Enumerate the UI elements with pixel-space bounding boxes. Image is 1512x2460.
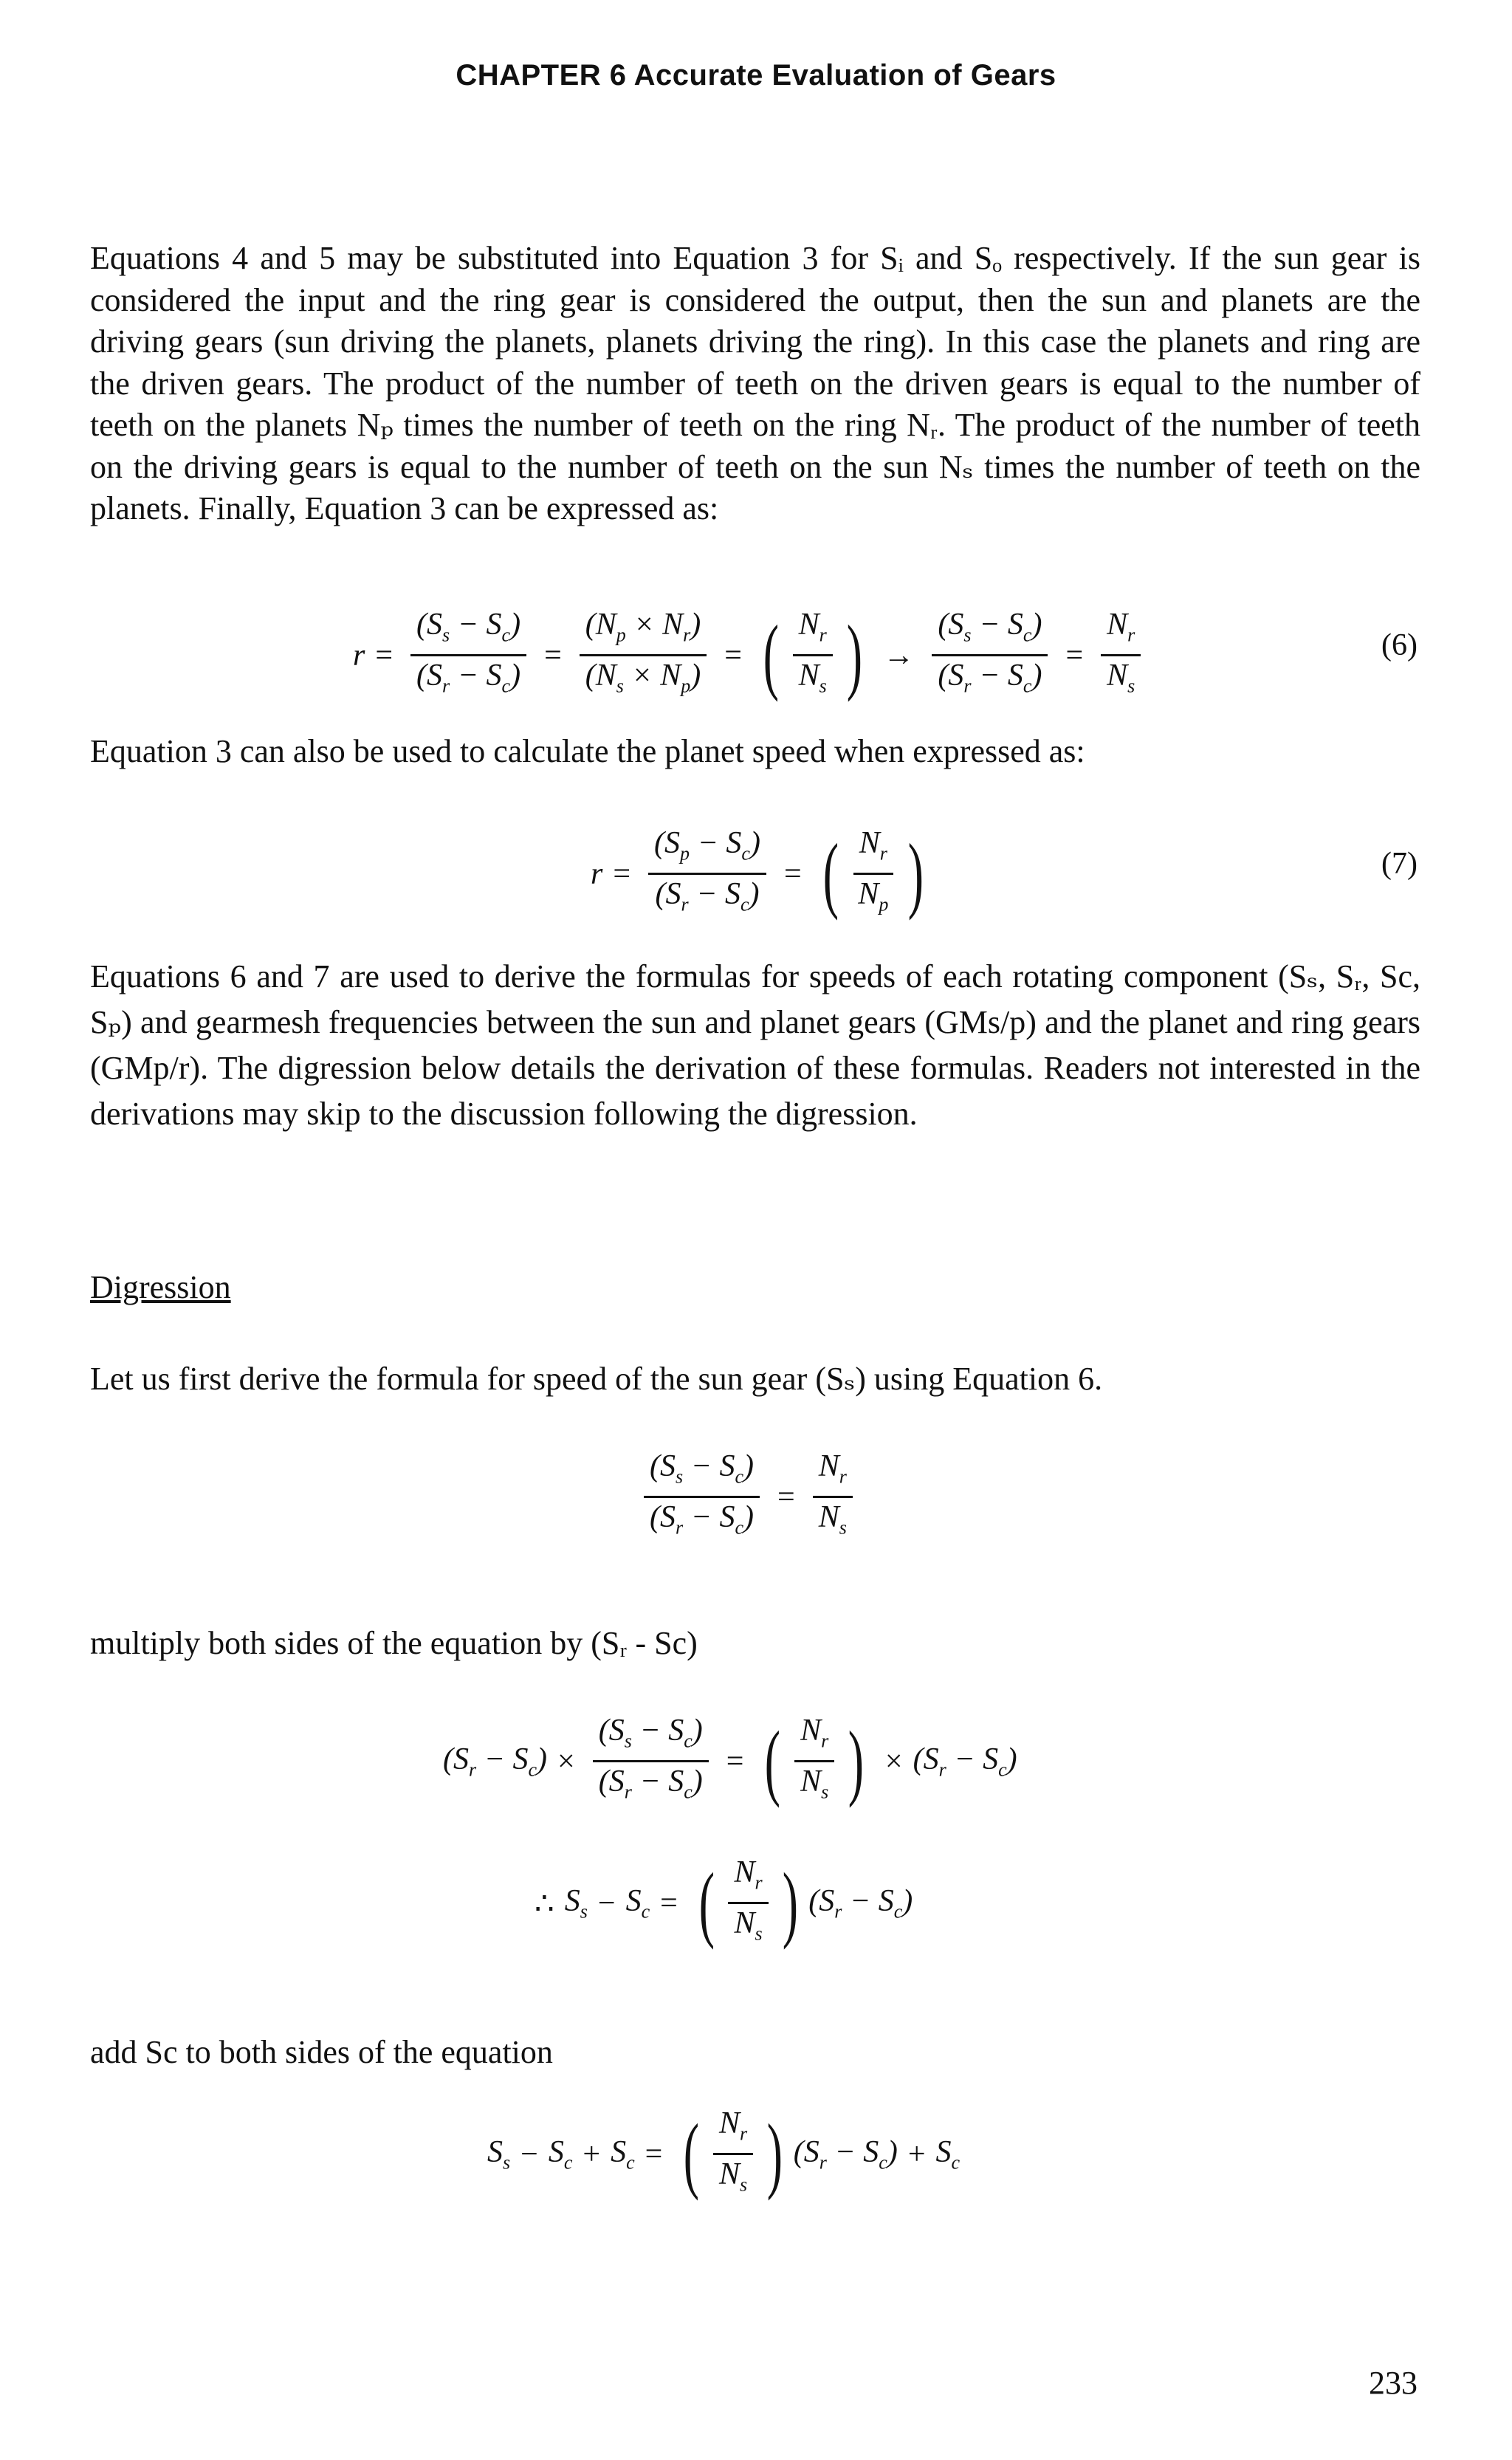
equation-6-number: (6) xyxy=(1381,628,1418,662)
paragraph-derivation-intro: Equations 6 and 7 are used to derive the formulas for speeds of each rotating component (Sₛ, Sᵣ, Sc, Sₚ) and gearmesh frequencies between the sun and planet gears (GMs/p) and the planet and ring gears (GMp/r). The digression below details the derivation of these formulas. Readers not interested in the derivations may skip to the discussion following the digression. xyxy=(90,958,1420,1132)
equation-therefore: ∴ $S_s$ − $S_c$ = ( $\frac{N_r}{N_s}$ ) $(S_r - S_c)$ xyxy=(524,1853,913,1954)
section-heading-digression: Digression xyxy=(90,1269,231,1305)
paragraph-intro: Equations 4 and 5 may be substituted into Equation 3 for Sᵢ and Sₒ respectively. If the sun gear is considered the input and the ring gear is considered the output, then the sun and planets are the driving gears (sun driving the planets, planets driving the ring). In this case the planets and ring are the driven gears. The product of the number of teeth on the driven gears is equal to the number of teeth on the planets Nₚ times the number of teeth on the ring Nᵣ. The product of the number of teeth on the driving gears is equal to the number of teeth on the sun Nₛ times the number of teeth on the planets. Finally, Equation 3 can be expressed as: xyxy=(90,240,1420,526)
equation-7: r = $\frac{(S_p - S_c)}{(S_r - S_c)}$ = ( $\frac{N_r}{N_p}$ ) xyxy=(591,824,935,924)
paragraph-add: add Sc to both sides of the equation xyxy=(90,2034,553,2070)
equation-7-number: (7) xyxy=(1381,847,1418,881)
page-number: 233 xyxy=(1369,2365,1418,2401)
running-header: CHAPTER 6 Accurate Evaluation of Gears xyxy=(456,59,1056,92)
paragraph-planet-speed: Equation 3 can also be used to calculate the planet speed when expressed as: xyxy=(90,733,1085,769)
equation-6: r = $\frac{(S_s - S_c)}{(S_r - S_c)}$ = $\frac{(N_p \times N_r)}{(N_s \times N_p)}$ = ( $\frac{N_r}{N_s}$ ) → $\frac{(S_s - S_c)}{(S_r - S_c)}$ = $\frac{N_r}{N_s}$ xyxy=(353,605,1148,706)
equation-add-sc: $S_s$ − $S_c$ + $S_c$ = ( $\frac{N_r}{N_s}$ ) $(S_r - S_c)$ + $S_c$ xyxy=(487,2104,960,2205)
paragraph-sun-speed: Let us first derive the formula for speed of the sun gear (Sₛ) using Equation 6. xyxy=(90,1361,1103,1397)
equation-ratio: $\frac{(S_s - S_c)}{(S_r - S_c)}$ = $\frac{N_r}{N_s}$ xyxy=(636,1447,860,1547)
paragraph-multiply: multiply both sides of the equation by (Sᵣ - Sc) xyxy=(90,1625,698,1661)
equation-multiplied: $(S_r - S_c)$ × $\frac{(S_s - S_c)}{(S_r - S_c)}$ = ( $\frac{N_r}{N_s}$ ) × $(S_r - S_c)$ xyxy=(443,1711,1017,1812)
